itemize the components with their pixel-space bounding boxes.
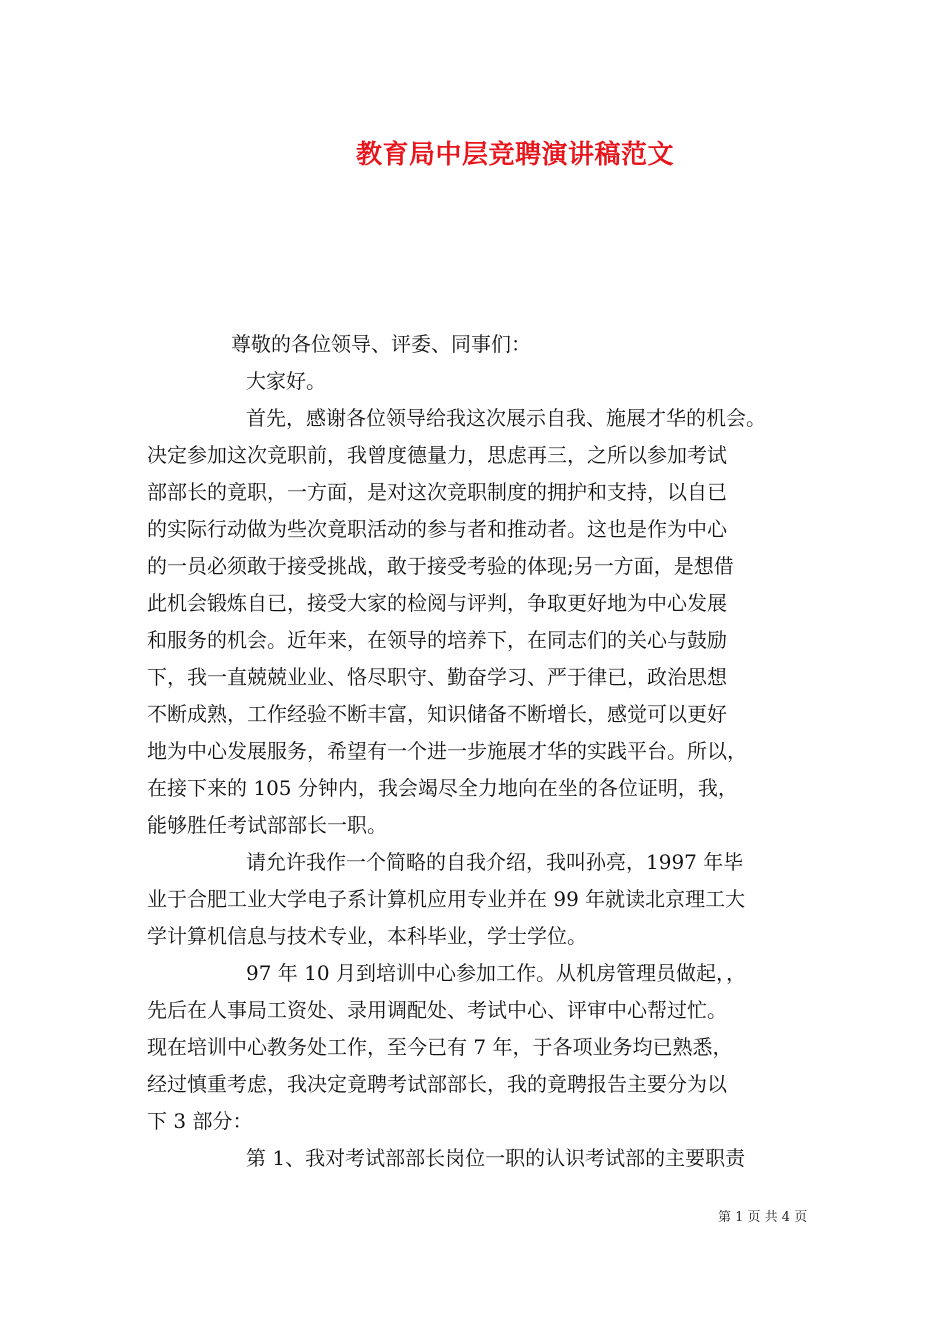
text-line: 尊敬的各位领导、评委、同事们： — [231, 332, 531, 356]
text-line: 地为中心发展服务，希望有一个进一步施展才华的实践平台。所以， — [147, 739, 747, 763]
text-line: 现在培训中心教务处工作，至今已有 7 年，于各项业务均已熟悉， — [147, 1035, 733, 1059]
text-line: 首先，感谢各位领导给我这次展示自我、施展才华的机会。 — [246, 406, 766, 430]
text-line: 下 3 部分： — [147, 1109, 253, 1133]
text-line: 先后在人事局工资处、录用调配处、考试中心、评审中心帮过忙。 — [147, 998, 727, 1022]
page-number: 第 1 页 共 4 页 — [718, 1210, 808, 1225]
document-title: 教育局中层竞聘演讲稿范文 — [355, 140, 674, 170]
text-line: 在接下来的 105 分钟内，我会竭尽全力地向在坐的各位证明，我， — [147, 776, 738, 800]
text-line: 97 年 10 月到培训中心参加工作。从机房管理员做起，， — [246, 961, 746, 985]
text-line: 不断成熟，工作经验不断丰富，知识储备不断增长，感觉可以更好 — [147, 702, 727, 726]
text-line: 部部长的竟职，一方面，是对这次竞职制度的拥护和支持，以自已 — [147, 480, 727, 504]
text-line: 的实际行动做为些次竟职活动的参与者和推动者。这也是作为中心 — [147, 517, 727, 541]
text-line: 的一员必须敢于接受挑战，敢于接受考验的体现;另一方面，是想借 — [147, 554, 734, 578]
text-line: 和服务的机会。近年来，在领导的培养下，在同志们的关心与鼓励 — [147, 628, 727, 652]
text-line: 请允许我作一个简略的自我介绍，我叫孙亮，1997 年毕 — [246, 850, 744, 874]
text-line: 经过慎重考虑，我决定竟聘考试部部长，我的竟聘报告主要分为以 — [147, 1072, 727, 1096]
text-line: 业于合肥工业大学电子系计算机应用专业并在 99 年就读北京理工大 — [147, 887, 746, 911]
text-line: 学计算机信息与技术专业，本科毕业，学士学位。 — [147, 924, 587, 948]
text-line: 第 1、我对考试部部长岗位一职的认识考试部的主要职责 — [246, 1146, 746, 1170]
text-line: 大家好。 — [246, 369, 326, 393]
text-line: 此机会锻炼自已，接受大家的检阅与评判，争取更好地为中心发展 — [147, 591, 727, 615]
text-line: 能够胜任考试部部长一职。 — [147, 813, 387, 837]
text-line: 下，我一直兢兢业业、恪尽职守、勤奋学习、严于律已，政治思想 — [147, 665, 727, 689]
text-line: 决定参加这次竞职前，我曾度德量力，思虑再三，之所以参加考试 — [147, 443, 727, 467]
